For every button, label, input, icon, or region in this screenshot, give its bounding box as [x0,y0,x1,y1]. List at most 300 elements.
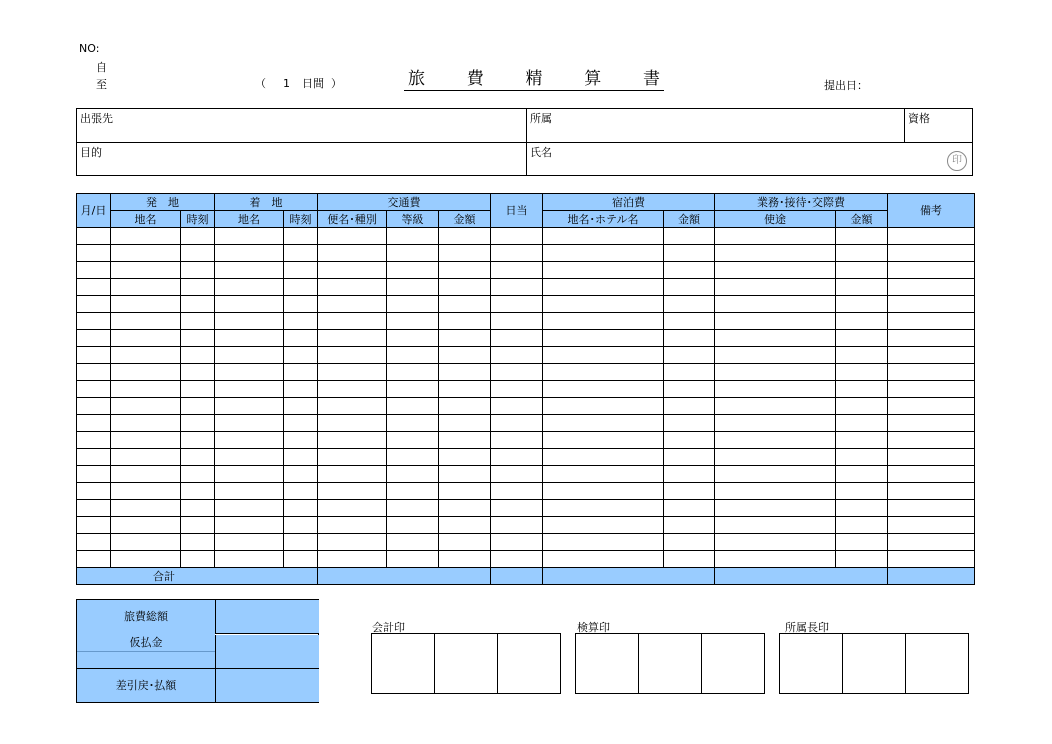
table-cell[interactable] [888,517,975,534]
table-cell[interactable] [439,296,491,313]
table-cell[interactable] [715,364,836,381]
table-cell[interactable] [111,245,181,262]
stamp-box[interactable] [639,634,702,693]
table-cell[interactable] [387,228,439,245]
table-cell[interactable] [543,466,664,483]
table-cell[interactable] [836,398,888,415]
table-cell[interactable] [318,330,387,347]
table-cell[interactable] [715,381,836,398]
table-cell[interactable] [181,279,215,296]
table-cell[interactable] [543,330,664,347]
total-transport[interactable] [318,568,491,585]
table-cell[interactable] [836,517,888,534]
table-cell[interactable] [439,381,491,398]
table-cell[interactable] [439,313,491,330]
table-cell[interactable] [215,279,284,296]
table-cell[interactable] [181,228,215,245]
table-cell[interactable] [284,466,318,483]
table-cell[interactable] [318,551,387,568]
table-cell[interactable] [491,415,543,432]
table-cell[interactable] [215,449,284,466]
table-cell[interactable] [111,381,181,398]
table-cell[interactable] [715,534,836,551]
table-cell[interactable] [664,381,715,398]
table-cell[interactable] [284,381,318,398]
table-cell[interactable] [318,381,387,398]
table-cell[interactable] [318,296,387,313]
table-cell[interactable] [77,330,111,347]
table-cell[interactable] [664,228,715,245]
table-cell[interactable] [543,364,664,381]
total-travel-value[interactable] [215,600,319,634]
table-cell[interactable] [77,517,111,534]
table-cell[interactable] [181,449,215,466]
table-cell[interactable] [318,279,387,296]
table-cell[interactable] [284,551,318,568]
table-cell[interactable] [715,449,836,466]
table-cell[interactable] [318,415,387,432]
table-cell[interactable] [111,483,181,500]
table-cell[interactable] [715,262,836,279]
table-cell[interactable] [77,551,111,568]
table-cell[interactable] [543,534,664,551]
table-cell[interactable] [491,449,543,466]
table-cell[interactable] [77,432,111,449]
table-cell[interactable] [715,330,836,347]
table-cell[interactable] [664,500,715,517]
table-cell[interactable] [215,398,284,415]
table-cell[interactable] [543,381,664,398]
table-cell[interactable] [387,432,439,449]
table-cell[interactable] [111,347,181,364]
table-cell[interactable] [836,415,888,432]
table-cell[interactable] [77,245,111,262]
table-cell[interactable] [888,330,975,347]
table-cell[interactable] [284,534,318,551]
table-cell[interactable] [888,296,975,313]
table-cell[interactable] [215,330,284,347]
table-cell[interactable] [284,330,318,347]
advance-value[interactable] [215,635,319,669]
table-cell[interactable] [111,432,181,449]
table-cell[interactable] [836,313,888,330]
table-cell[interactable] [888,500,975,517]
table-cell[interactable] [543,347,664,364]
table-cell[interactable] [715,228,836,245]
table-cell[interactable] [387,449,439,466]
table-cell[interactable] [284,245,318,262]
table-cell[interactable] [111,313,181,330]
table-cell[interactable] [77,466,111,483]
table-cell[interactable] [543,296,664,313]
table-cell[interactable] [181,330,215,347]
table-cell[interactable] [888,262,975,279]
table-cell[interactable] [387,517,439,534]
table-cell[interactable] [888,483,975,500]
table-cell[interactable] [284,364,318,381]
table-cell[interactable] [543,517,664,534]
table-cell[interactable] [111,551,181,568]
table-cell[interactable] [888,415,975,432]
table-cell[interactable] [284,313,318,330]
table-cell[interactable] [664,313,715,330]
table-cell[interactable] [715,432,836,449]
table-cell[interactable] [543,415,664,432]
table-cell[interactable] [439,330,491,347]
table-cell[interactable] [111,534,181,551]
name-field[interactable] [527,143,973,176]
table-cell[interactable] [888,466,975,483]
table-cell[interactable] [215,296,284,313]
table-cell[interactable] [111,279,181,296]
table-cell[interactable] [215,500,284,517]
table-cell[interactable] [181,398,215,415]
total-remarks[interactable] [888,568,975,585]
table-cell[interactable] [215,466,284,483]
table-cell[interactable] [181,313,215,330]
table-cell[interactable] [715,398,836,415]
table-cell[interactable] [284,398,318,415]
table-cell[interactable] [181,415,215,432]
table-cell[interactable] [215,381,284,398]
table-cell[interactable] [491,313,543,330]
table-cell[interactable] [77,347,111,364]
table-cell[interactable] [888,432,975,449]
table-cell[interactable] [77,500,111,517]
table-cell[interactable] [715,347,836,364]
table-cell[interactable] [439,347,491,364]
table-cell[interactable] [284,432,318,449]
table-cell[interactable] [491,500,543,517]
table-cell[interactable] [836,245,888,262]
table-cell[interactable] [836,330,888,347]
table-cell[interactable] [387,381,439,398]
stamp-box[interactable] [702,634,764,693]
table-cell[interactable] [111,330,181,347]
table-cell[interactable] [111,517,181,534]
table-cell[interactable] [715,500,836,517]
table-cell[interactable] [387,534,439,551]
table-cell[interactable] [836,347,888,364]
table-cell[interactable] [439,449,491,466]
table-cell[interactable] [439,517,491,534]
table-cell[interactable] [664,364,715,381]
table-cell[interactable] [111,364,181,381]
table-cell[interactable] [387,347,439,364]
table-cell[interactable] [181,466,215,483]
table-cell[interactable] [77,415,111,432]
table-cell[interactable] [284,296,318,313]
table-cell[interactable] [181,483,215,500]
table-cell[interactable] [215,551,284,568]
table-cell[interactable] [836,449,888,466]
table-cell[interactable] [836,534,888,551]
table-cell[interactable] [439,500,491,517]
table-cell[interactable] [111,398,181,415]
table-cell[interactable] [215,262,284,279]
table-cell[interactable] [543,279,664,296]
table-cell[interactable] [111,466,181,483]
table-cell[interactable] [888,347,975,364]
total-lodging[interactable] [543,568,715,585]
table-cell[interactable] [215,415,284,432]
table-cell[interactable] [715,279,836,296]
table-cell[interactable] [318,228,387,245]
table-cell[interactable] [888,381,975,398]
table-cell[interactable] [439,466,491,483]
table-cell[interactable] [439,262,491,279]
table-cell[interactable] [284,347,318,364]
table-cell[interactable] [543,500,664,517]
table-cell[interactable] [215,245,284,262]
table-cell[interactable] [77,381,111,398]
table-cell[interactable] [664,347,715,364]
stamp-box[interactable] [498,634,560,693]
table-cell[interactable] [491,517,543,534]
table-cell[interactable] [439,245,491,262]
table-cell[interactable] [664,398,715,415]
table-cell[interactable] [318,534,387,551]
total-business[interactable] [715,568,888,585]
table-cell[interactable] [181,517,215,534]
table-cell[interactable] [284,500,318,517]
table-cell[interactable] [215,364,284,381]
table-cell[interactable] [664,432,715,449]
table-cell[interactable] [836,500,888,517]
table-cell[interactable] [318,364,387,381]
table-cell[interactable] [491,296,543,313]
table-cell[interactable] [111,296,181,313]
table-cell[interactable] [715,415,836,432]
table-cell[interactable] [543,449,664,466]
table-cell[interactable] [284,449,318,466]
stamp-box[interactable] [906,634,968,693]
table-cell[interactable] [836,262,888,279]
table-cell[interactable] [387,279,439,296]
purpose-field[interactable] [77,143,526,176]
table-cell[interactable] [888,364,975,381]
table-cell[interactable] [284,279,318,296]
table-cell[interactable] [387,296,439,313]
table-cell[interactable] [664,262,715,279]
table-cell[interactable] [491,245,543,262]
table-cell[interactable] [888,245,975,262]
table-cell[interactable] [77,279,111,296]
stamp-box[interactable] [435,634,498,693]
table-cell[interactable] [491,534,543,551]
table-cell[interactable] [77,296,111,313]
table-cell[interactable] [715,296,836,313]
table-cell[interactable] [77,313,111,330]
table-cell[interactable] [215,534,284,551]
table-cell[interactable] [318,313,387,330]
table-cell[interactable] [491,347,543,364]
table-cell[interactable] [77,483,111,500]
table-cell[interactable] [664,517,715,534]
table-cell[interactable] [836,466,888,483]
table-cell[interactable] [111,415,181,432]
table-cell[interactable] [836,296,888,313]
table-cell[interactable] [284,483,318,500]
table-cell[interactable] [111,262,181,279]
table-cell[interactable] [215,517,284,534]
table-cell[interactable] [888,279,975,296]
table-cell[interactable] [491,279,543,296]
table-cell[interactable] [181,347,215,364]
table-cell[interactable] [77,228,111,245]
table-cell[interactable] [439,398,491,415]
table-cell[interactable] [664,279,715,296]
table-cell[interactable] [215,347,284,364]
table-cell[interactable] [491,551,543,568]
table-cell[interactable] [439,415,491,432]
table-cell[interactable] [111,228,181,245]
table-cell[interactable] [439,551,491,568]
table-cell[interactable] [491,364,543,381]
stamp-box[interactable] [372,634,435,693]
table-cell[interactable] [543,262,664,279]
table-cell[interactable] [387,330,439,347]
table-cell[interactable] [387,398,439,415]
table-cell[interactable] [836,381,888,398]
table-cell[interactable] [387,483,439,500]
table-cell[interactable] [664,415,715,432]
table-cell[interactable] [491,483,543,500]
table-cell[interactable] [715,551,836,568]
table-cell[interactable] [181,262,215,279]
table-cell[interactable] [664,551,715,568]
table-cell[interactable] [543,228,664,245]
stamp-box[interactable] [780,634,843,693]
table-cell[interactable] [77,262,111,279]
table-cell[interactable] [491,330,543,347]
table-cell[interactable] [318,262,387,279]
table-cell[interactable] [715,517,836,534]
table-cell[interactable] [318,483,387,500]
table-cell[interactable] [836,279,888,296]
table-cell[interactable] [387,500,439,517]
table-cell[interactable] [439,279,491,296]
table-cell[interactable] [543,551,664,568]
table-cell[interactable] [284,262,318,279]
table-cell[interactable] [888,534,975,551]
table-cell[interactable] [439,432,491,449]
table-cell[interactable] [543,432,664,449]
table-cell[interactable] [181,551,215,568]
table-cell[interactable] [836,228,888,245]
table-cell[interactable] [715,466,836,483]
table-cell[interactable] [77,398,111,415]
table-cell[interactable] [215,432,284,449]
table-cell[interactable] [491,432,543,449]
table-cell[interactable] [664,296,715,313]
table-cell[interactable] [439,364,491,381]
table-cell[interactable] [181,432,215,449]
table-cell[interactable] [543,398,664,415]
table-cell[interactable] [715,245,836,262]
table-cell[interactable] [215,228,284,245]
table-cell[interactable] [664,466,715,483]
table-cell[interactable] [664,534,715,551]
table-cell[interactable] [318,449,387,466]
table-cell[interactable] [387,313,439,330]
table-cell[interactable] [664,449,715,466]
table-cell[interactable] [387,364,439,381]
table-cell[interactable] [318,347,387,364]
table-cell[interactable] [181,534,215,551]
table-cell[interactable] [543,245,664,262]
table-cell[interactable] [491,466,543,483]
table-cell[interactable] [181,296,215,313]
table-cell[interactable] [318,245,387,262]
table-cell[interactable] [836,364,888,381]
table-cell[interactable] [387,466,439,483]
table-cell[interactable] [77,449,111,466]
table-cell[interactable] [318,500,387,517]
qualification-field[interactable] [905,109,973,142]
table-cell[interactable] [284,228,318,245]
table-cell[interactable] [77,364,111,381]
table-cell[interactable] [491,398,543,415]
table-cell[interactable] [836,432,888,449]
table-cell[interactable] [888,449,975,466]
table-cell[interactable] [491,381,543,398]
table-cell[interactable] [387,551,439,568]
table-cell[interactable] [387,415,439,432]
table-cell[interactable] [111,500,181,517]
stamp-box[interactable] [843,634,906,693]
table-cell[interactable] [491,228,543,245]
stamp-box[interactable] [576,634,639,693]
table-cell[interactable] [888,398,975,415]
table-cell[interactable] [215,483,284,500]
table-cell[interactable] [888,313,975,330]
destination-field[interactable] [77,109,526,142]
table-cell[interactable] [387,245,439,262]
table-cell[interactable] [284,415,318,432]
table-cell[interactable] [387,262,439,279]
table-cell[interactable] [181,364,215,381]
table-cell[interactable] [111,449,181,466]
table-cell[interactable] [664,245,715,262]
table-cell[interactable] [318,466,387,483]
table-cell[interactable] [664,330,715,347]
balance-value[interactable] [215,669,319,702]
table-cell[interactable] [491,262,543,279]
table-cell[interactable] [715,483,836,500]
table-cell[interactable] [181,500,215,517]
total-daily-allowance[interactable] [491,568,543,585]
table-cell[interactable] [715,313,836,330]
table-cell[interactable] [888,228,975,245]
table-cell[interactable] [77,534,111,551]
table-cell[interactable] [836,551,888,568]
table-cell[interactable] [181,381,215,398]
table-cell[interactable] [543,483,664,500]
table-cell[interactable] [318,517,387,534]
table-cell[interactable] [439,483,491,500]
table-cell[interactable] [318,432,387,449]
table-cell[interactable] [215,313,284,330]
table-cell[interactable] [284,517,318,534]
table-cell[interactable] [836,483,888,500]
table-cell[interactable] [439,534,491,551]
affiliation-field[interactable] [527,109,904,142]
table-cell[interactable] [664,483,715,500]
table-cell[interactable] [888,551,975,568]
table-cell[interactable] [181,245,215,262]
table-cell[interactable] [543,313,664,330]
